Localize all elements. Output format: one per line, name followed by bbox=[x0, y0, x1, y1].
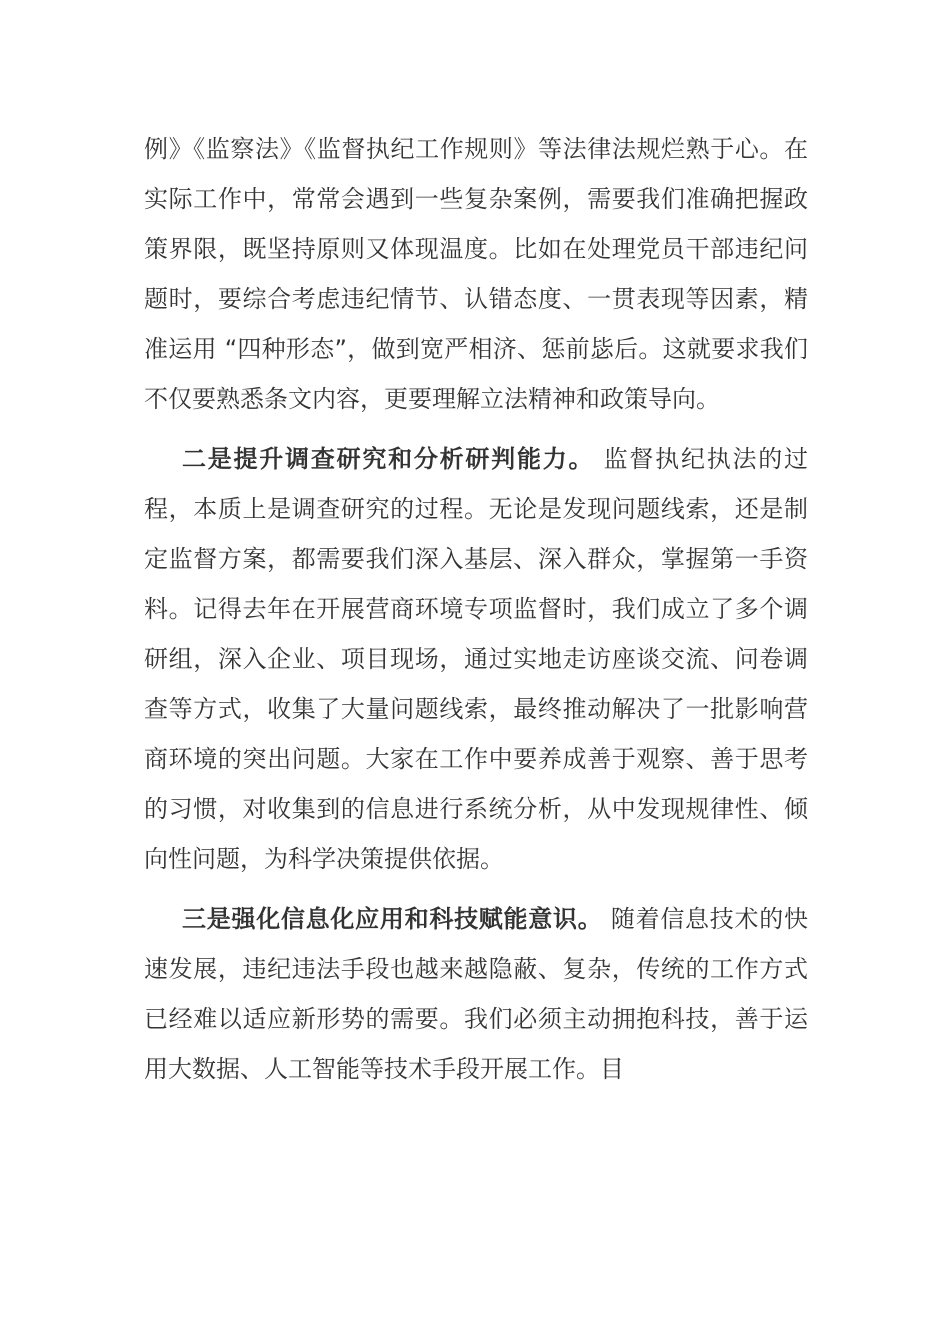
paragraph-continued bbox=[144, 124, 808, 424]
paragraph-point-two bbox=[144, 434, 808, 884]
paragraph-lead-heading: 三是强化信息化应用和科技赋能意识。 bbox=[182, 905, 603, 933]
paragraph-text: 监督执纪执法的过程，本质上是调查研究的过程。无论是发现问题线索，还是制定监督方案，都需要我们深入基层、深入群众，掌握第一手资料。记得去年在开展营商环境专项监督时，我们成立了多个调研组，深入企业、项目现场，通过实地走访座谈交流、问卷调查等方式，收集了大量问题线索，最终推动解决了一批影响营商环境的突出问题。大家在工作中要养成善于观察、善于思考的习惯，对收集到的信息进行系统分析，从中发现规律性、倾向性问题，为科学决策提供依据。 bbox=[144, 445, 808, 873]
paragraph-lead-heading: 二是提升调查研究和分析研判能力。 bbox=[182, 445, 595, 473]
document-body bbox=[144, 124, 808, 1104]
paragraph-text: 例》《监察法》《监督执纪工作规则》等法律法规烂熟于心。在实际工作中，常常会遇到一些复杂案例，需要我们准确把握政策界限，既坚持原则又体现温度。比如在处理党员干部违纪问题时，要综合考虑违纪情节、认错态度、一贯表现等因素，精准运用 “四种形态”，做到宽严相济、惩前毖后。这就要求我们不仅要熟悉条文内容，更要理解立法精神和政策导向。 bbox=[144, 135, 808, 413]
paragraph-point-three bbox=[144, 894, 808, 1094]
paragraph-text: 随着信息技术的快速发展，违纪违法手段也越来越隐蔽、复杂，传统的工作方式已经难以适应新形势的需要。我们必须主动拥抱科技，善于运用大数据、人工智能等技术手段开展工作。目 bbox=[144, 905, 808, 1083]
